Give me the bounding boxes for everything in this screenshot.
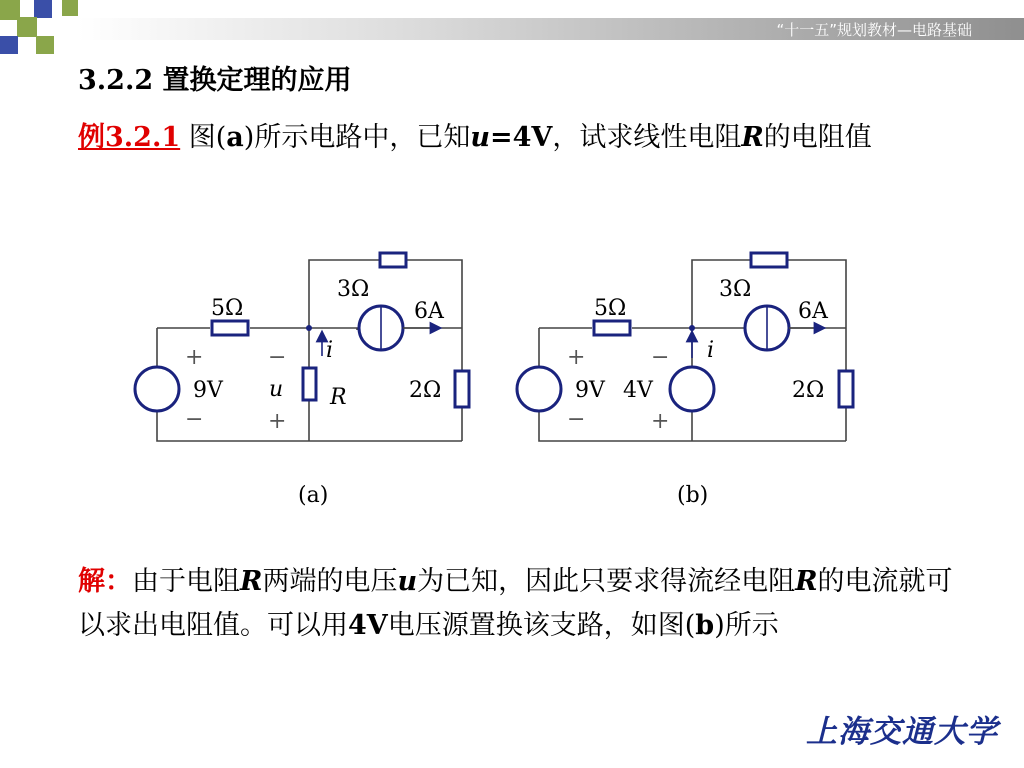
voltage-source-9v <box>135 367 179 411</box>
solution-text-1: 由于电阻 <box>132 566 240 597</box>
label-r: R <box>330 385 347 410</box>
label-u: u <box>269 377 284 402</box>
resistor-5ohm <box>212 321 248 335</box>
solution-var-r: R <box>240 566 263 597</box>
label-9v: 9V <box>575 378 605 403</box>
university-logo: 上海交通大学 <box>806 714 998 750</box>
example-text-3: ，试求线性电阻 <box>552 122 742 153</box>
solution-text-2: 两端的电压 <box>262 566 398 597</box>
caption-b: (b) <box>677 483 709 508</box>
solution-text-fig: b <box>695 610 715 641</box>
resistor-r <box>303 368 316 400</box>
solution-text-5: 电压源置换该支路，如图( <box>387 610 696 641</box>
label-minus: − <box>185 407 204 432</box>
label-i: i <box>707 338 715 363</box>
label-6a: 6A <box>798 299 828 324</box>
label-plus: + <box>651 409 670 434</box>
example-var-u: u <box>470 122 490 153</box>
circuit-b <box>517 253 853 508</box>
label-plus: + <box>567 345 586 370</box>
solution-value-4v: 4V <box>348 610 388 641</box>
label-2ohm: 2Ω <box>409 378 442 403</box>
label-3ohm: 3Ω <box>719 277 752 302</box>
solution-var-r: R <box>795 566 818 597</box>
resistor-2ohm <box>839 371 853 407</box>
solution-text-6: )所示 <box>714 610 779 641</box>
label-i: i <box>326 338 334 363</box>
label-9v: 9V <box>193 378 223 403</box>
label-plus: + <box>268 409 287 434</box>
label-minus: − <box>268 345 287 370</box>
voltage-source-4v <box>670 367 714 411</box>
solution-text-3: 为已知，因此只要求得流经电阻 <box>417 566 796 597</box>
label-3ohm: 3Ω <box>337 277 370 302</box>
section-title: 3.2.2 置换定理的应用 <box>78 65 352 96</box>
label-minus: − <box>567 407 586 432</box>
example-var-r: R <box>741 122 764 153</box>
example-text-1: 图( <box>180 122 227 153</box>
label-minus: − <box>651 345 670 370</box>
example-label[interactable]: 例3.2.1 <box>78 122 181 153</box>
example-text-2: )所示电路中，已知 <box>243 122 471 153</box>
resistor-3ohm <box>380 253 406 267</box>
voltage-source-9v <box>517 367 561 411</box>
node-dot <box>306 325 312 331</box>
example-text-4: 的电阻值 <box>763 122 872 153</box>
label-2ohm: 2Ω <box>792 378 825 403</box>
node-dot <box>689 325 695 331</box>
label-plus: + <box>185 345 204 370</box>
solution-label: 解： <box>78 566 132 597</box>
label-5ohm: 5Ω <box>211 296 244 321</box>
example-value-4v: =4V <box>489 122 553 153</box>
resistor-5ohm <box>594 321 630 335</box>
course-title: “十一五”规划教材—电路基础 <box>776 21 972 39</box>
solution-paragraph <box>78 560 958 648</box>
circuit-a <box>135 253 469 508</box>
solution-var-u: u <box>397 566 418 597</box>
caption-a: (a) <box>298 483 329 508</box>
resistor-2ohm <box>455 371 469 407</box>
label-4v: 4V <box>623 378 653 403</box>
example-text-fig: a <box>226 122 244 153</box>
resistor-3ohm <box>751 253 787 267</box>
label-5ohm: 5Ω <box>594 296 627 321</box>
label-6a: 6A <box>414 299 444 324</box>
solution-text-4: 的电流就可以求出电阻值。可以用 <box>78 566 953 641</box>
